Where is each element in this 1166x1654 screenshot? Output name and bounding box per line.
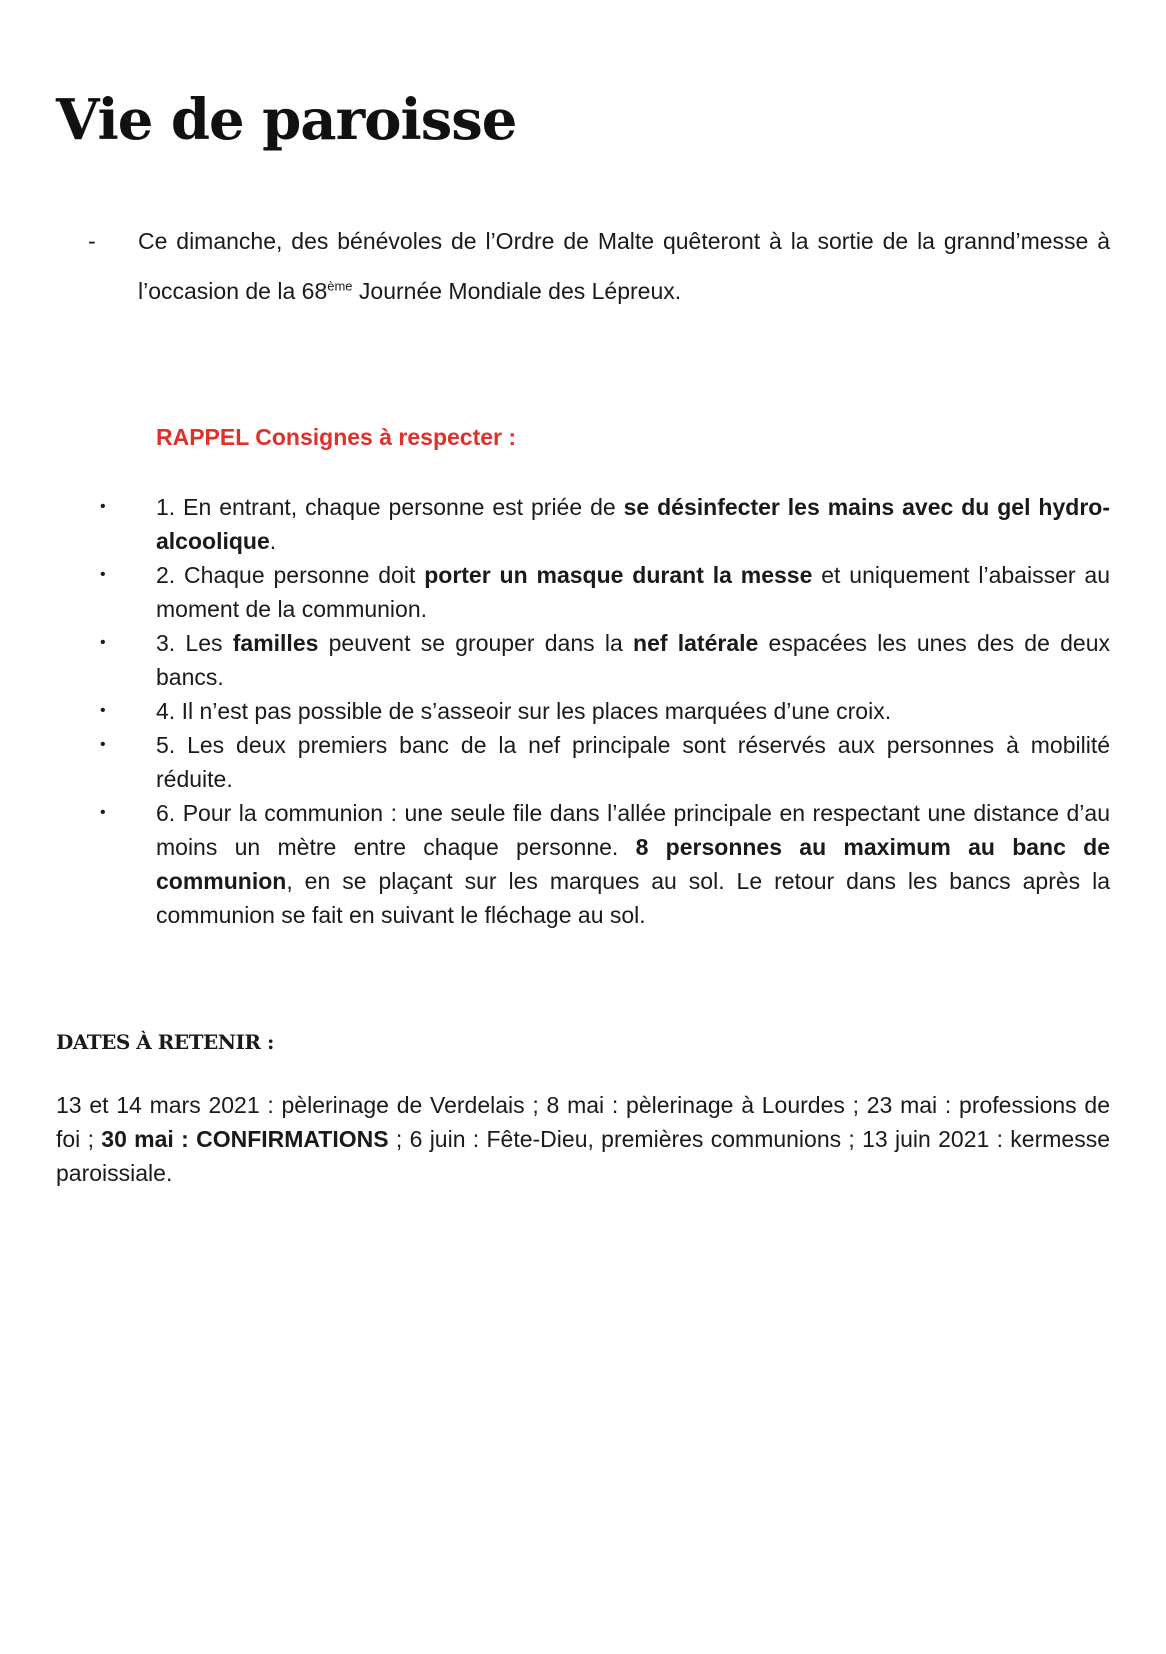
dash-marker: - [88, 228, 96, 254]
rule-text-part: 6. Pour la communion : une seule file dans l’allée principale en respectant une distance d’au moins un mètre entre chaque personne. [156, 800, 1110, 860]
rule-text-part: 5. Les deux premiers banc de la nef principale sont réservés aux personnes à mobilité réduite. [156, 732, 1110, 792]
rule-text-bold: porter un masque durant la messe [424, 562, 813, 588]
announcement [88, 216, 1110, 316]
rule-text [156, 490, 1110, 558]
rule-text-bold: nef latérale [633, 630, 759, 656]
rule-text-part: 1. En entrant, chaque personne est priée de [156, 494, 624, 520]
rule-item-1 [100, 490, 1110, 558]
rule-text [156, 728, 1110, 796]
dates-text-part: 13 et 14 mars 2021 : pèlerinage de Verdelais ; 8 mai : pèlerinage à Lourdes ; 23 mai : professions de foi ; [56, 1092, 1110, 1152]
dates-title: DATES À RETENIR : [56, 1030, 274, 1054]
rule-text-part: et uniquement l’abaisser au moment de la communion. [156, 562, 1110, 622]
rules-list [100, 490, 1110, 932]
rule-text [156, 558, 1110, 626]
rule-text-bold: familles [232, 630, 319, 656]
page-title: Vie de paroisse [56, 87, 517, 153]
dates-text [56, 1088, 1110, 1190]
dates-text-bold: 30 mai : CONFIRMATIONS [101, 1126, 389, 1152]
rule-text-bold: se désinfecter les mains avec du gel hydro-alcoolique [156, 494, 1110, 554]
rule-text-part: , en se plaçant sur les marques au sol. Le retour dans les bancs après la communion se fait en suivant le fléchage au sol. [156, 868, 1110, 928]
rappel-title: RAPPEL Consignes à respecter : [156, 424, 517, 450]
bullet-icon: • [100, 804, 106, 821]
announcement-text-before: Ce dimanche, des bénévoles de l’Ordre de Malte quêteront à la sortie de la grannd’messe à l’occasion de la 68 [138, 228, 1110, 304]
bullet-icon: • [100, 634, 106, 651]
bullet-icon: • [100, 736, 106, 753]
rule-text [156, 626, 1110, 694]
rule-text [156, 694, 1110, 728]
announcement-text-after: Journée Mondiale des Lépreux. [352, 278, 682, 304]
rule-item-5 [100, 728, 1110, 796]
rule-text-part: 4. Il n’est pas possible de s’asseoir sur les places marquées d’une croix. [156, 698, 892, 724]
dates-text-part: ; 6 juin : Fête-Dieu, premières communions ; 13 juin 2021 : kermesse paroissiale. [56, 1126, 1110, 1186]
rule-text-part: espacées les unes des de deux bancs. [156, 630, 1110, 690]
bullet-icon: • [100, 702, 106, 719]
bullet-icon: • [100, 566, 106, 583]
rule-text [156, 796, 1110, 932]
rule-item-3 [100, 626, 1110, 694]
rule-item-6 [100, 796, 1110, 932]
rule-text-bold: 8 personnes au maximum au banc de communion [156, 834, 1110, 894]
rule-text-part: peuvent se grouper dans la [318, 630, 634, 656]
bullet-icon: • [100, 498, 106, 515]
rule-text-part: 3. Les [156, 630, 233, 656]
rule-item-4 [100, 694, 1110, 728]
rule-item-2 [100, 558, 1110, 626]
announcement-superscript: ème [327, 278, 353, 294]
announcement-text [138, 216, 1110, 316]
rule-text-part: . [269, 528, 277, 554]
rule-text-part: 2. Chaque personne doit [156, 562, 425, 588]
